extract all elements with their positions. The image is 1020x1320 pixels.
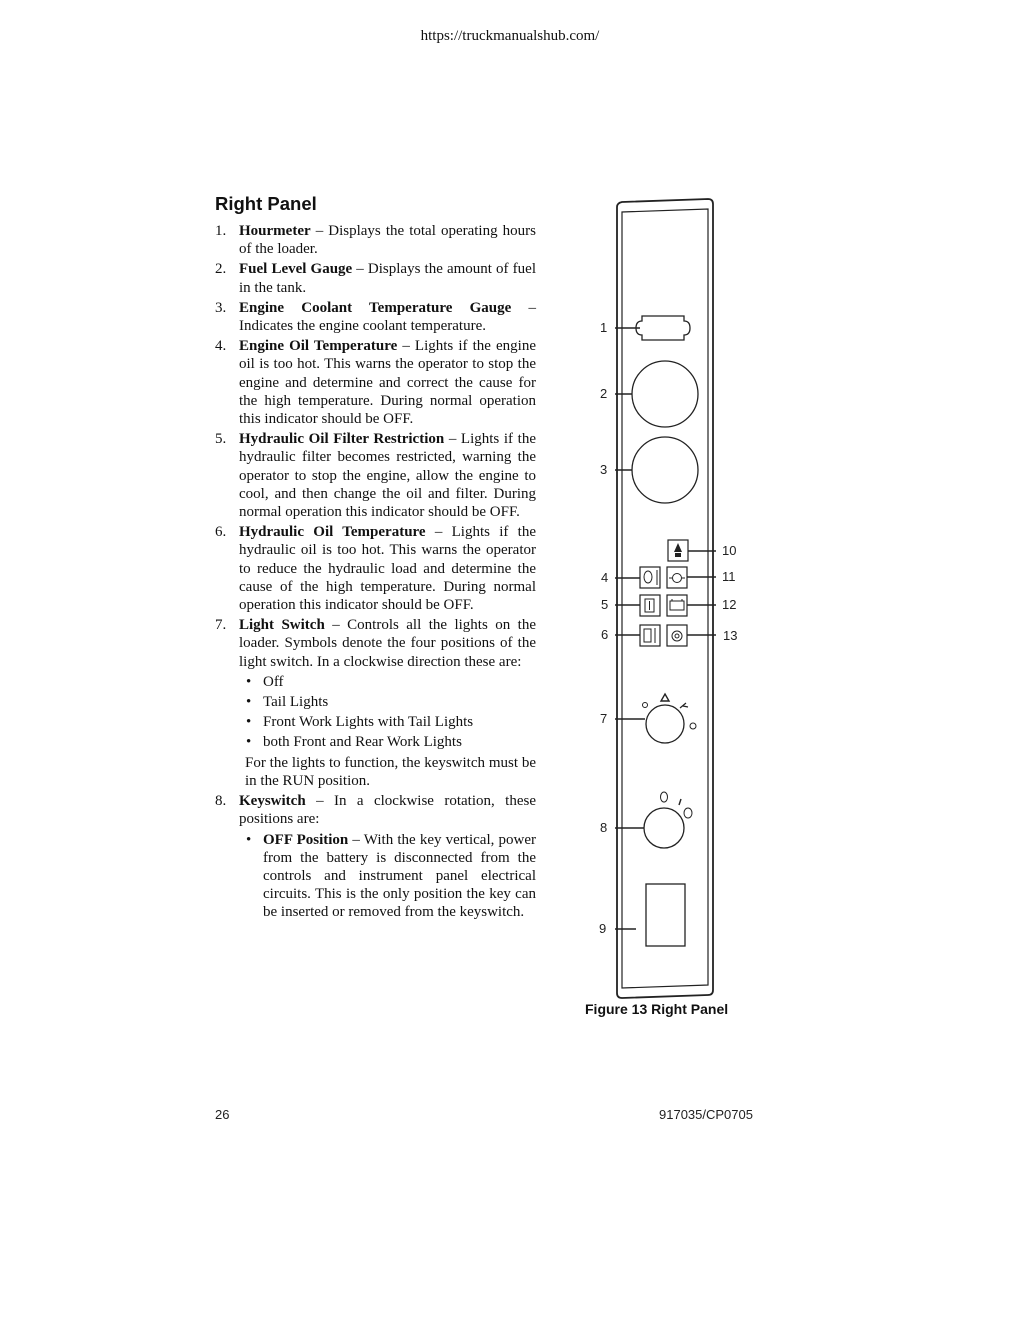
- hydraulic-oil-temp-indicator-icon: [640, 625, 660, 646]
- light-switch-note: For the lights to function, the keyswitch must be in the RUN position.: [245, 754, 536, 789]
- item-number: 2.: [215, 261, 227, 278]
- item-number: 6.: [215, 524, 227, 541]
- component-list: [215, 222, 536, 924]
- item-term: Keyswitch: [239, 793, 306, 810]
- glow-plug-indicator-icon: [667, 625, 687, 646]
- figure-caption: Figure 13 Right Panel: [585, 1001, 729, 1017]
- callout-8: 8: [600, 820, 608, 835]
- engine-oil-temp-indicator-icon: [640, 567, 660, 588]
- item-description: – Lights if the hydraulic oil is too hot. This warns the operator to reduce the hydraulic load and determine the cause of the high temperature. During normal operation this indicator should be OFF.: [239, 524, 536, 614]
- callout-3: 3: [600, 462, 608, 477]
- key-run-symbol: [679, 799, 681, 805]
- right-leader-lines: [687, 551, 716, 635]
- item-description: – Controls all the lights on the loader. Symbols denote the four positions of the light switch. In a clockwise direction these are:: [239, 617, 537, 670]
- fuel-gauge-circle: [632, 361, 698, 427]
- document-code: 917035/CP0705: [659, 1107, 753, 1122]
- list-item: [215, 222, 536, 258]
- item-number: 3.: [215, 299, 227, 316]
- section-title: Right Panel: [215, 193, 317, 214]
- key-off-symbol: [661, 792, 668, 802]
- list-item: [215, 260, 536, 296]
- item-term: Hourmeter: [239, 223, 311, 239]
- callout-12: 12: [722, 597, 737, 612]
- work-light-symbol: [690, 723, 696, 729]
- item-description: – In a clockwise rotation, these positions are:: [239, 793, 536, 828]
- bullet-item: [239, 831, 536, 922]
- callout-1: 1: [600, 320, 608, 335]
- coolant-gauge-circle: [632, 437, 698, 503]
- callout-9: 9: [599, 921, 607, 936]
- list-item: [215, 792, 536, 921]
- right-panel-figure: [585, 190, 765, 1010]
- bullet-description: – With the key vertical, power from the battery is disconnected from the controls and instrument panel electrical circuits. This is the only position the key can be inserted or removed from the keyswitch.: [263, 831, 536, 921]
- bullet-item: • Front Work Lights with Tail Lights: [239, 713, 536, 731]
- item-description: – Lights if the engine oil is too hot. This warns the operator to stop the engine and determine and correct the cause for the high temperature. During normal operation this indicator should be OFF.: [239, 338, 536, 428]
- item-number: 7.: [215, 617, 227, 634]
- bullet-term: OFF Position: [263, 831, 349, 848]
- keyswitch-knob: [644, 808, 684, 848]
- bullet-item: • Tail Lights: [239, 693, 536, 711]
- item-term: Hydraulic Oil Temperature: [239, 524, 426, 541]
- list-item: [215, 337, 536, 428]
- keyswitch-positions: [239, 831, 536, 922]
- callout-4: 4: [601, 570, 609, 585]
- callout-7: 7: [600, 711, 608, 726]
- list-item: [215, 616, 536, 790]
- light-switch-knob: [646, 705, 684, 743]
- item-term: Hydraulic Oil Filter Restriction: [239, 431, 445, 448]
- item-number: 5.: [215, 431, 227, 448]
- item-number: 8.: [215, 793, 227, 810]
- item-term: Fuel Level Gauge: [239, 261, 353, 278]
- callout-2: 2: [600, 386, 608, 401]
- item-term: Engine Coolant Temperature Gauge: [239, 299, 512, 316]
- front-light-symbol: [680, 703, 688, 708]
- list-item: [215, 430, 536, 521]
- light-switch-positions: [239, 673, 536, 752]
- tail-light-symbol: [661, 694, 669, 701]
- item-description: – Lights if the hydraulic filter becomes restricted, warning the operator to stop the engine, allow the engine to cool, and then change the oil and filter. During normal operation this indicator should be OFF.: [239, 431, 536, 521]
- page-number: 26: [215, 1107, 230, 1122]
- battery-indicator-icon: [667, 595, 687, 616]
- callout-5: 5: [601, 597, 609, 612]
- header-url: https://truckmanualshub.com/: [420, 28, 600, 44]
- light-off-symbol: [643, 703, 648, 708]
- panel-inner-outline: [622, 209, 708, 988]
- list-item: [215, 299, 536, 335]
- callout-11: 11: [722, 569, 736, 584]
- callout-6: 6: [601, 627, 609, 642]
- hydraulic-filter-indicator-icon: [640, 595, 660, 616]
- hourmeter-shape: [636, 316, 690, 340]
- item-term: Light Switch: [239, 617, 325, 634]
- bullet-item: • both Front and Rear Work Lights: [239, 733, 536, 751]
- item-number: 1.: [215, 223, 227, 239]
- panel-outline: [617, 199, 713, 998]
- item-description: – Indicates the engine coolant temperature.: [239, 299, 536, 335]
- item-description: – Displays the amount of fuel in the tank.: [239, 261, 536, 296]
- bullet-item: • Off: [239, 673, 536, 691]
- callout-10: 10: [722, 543, 737, 558]
- key-start-symbol: [684, 808, 692, 818]
- callout-13: 13: [723, 628, 738, 643]
- indicator-10-icon: [668, 540, 688, 561]
- item-term: Engine Oil Temperature: [239, 338, 398, 355]
- panel-cutout: [646, 884, 685, 946]
- indicator-11-icon: [667, 567, 687, 588]
- item-number: 4.: [215, 338, 227, 355]
- list-item: [215, 523, 536, 614]
- item-description: – Displays the total operating hours of the loader.: [239, 223, 536, 258]
